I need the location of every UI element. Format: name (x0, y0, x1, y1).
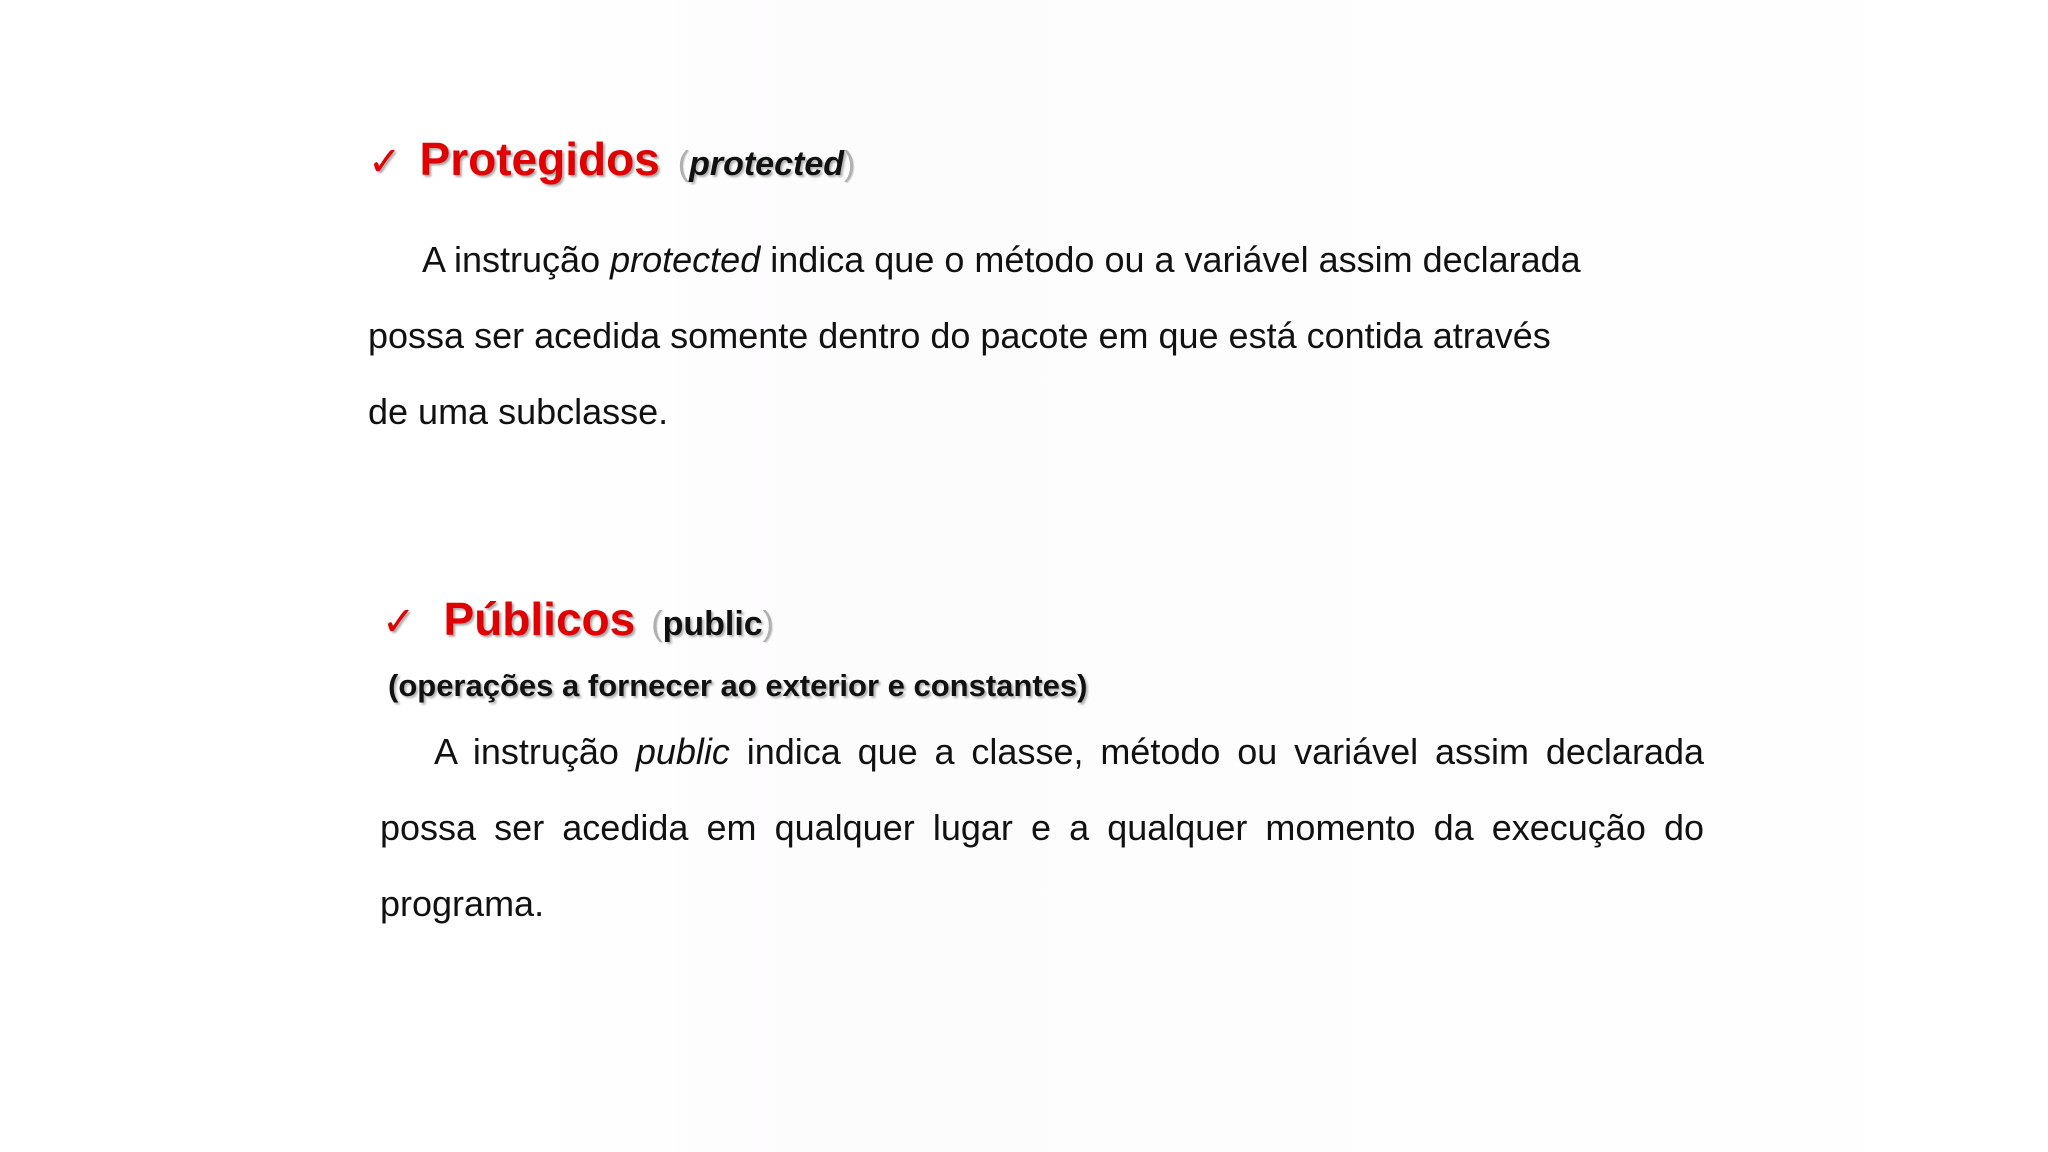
body-prefix: A instrução (434, 731, 636, 772)
heading-title: Protegidos (419, 133, 660, 185)
body-suffix: indica que a classe, método ou variável assim declarada possa ser acedida em qualquer lugar e a qualquer momento da execução do programa. (380, 731, 1705, 924)
section-heading (380, 592, 1704, 664)
section-heading (368, 132, 1688, 212)
body-suffix: indica que o método ou a variável assim declarada (760, 239, 1581, 280)
body-emphasis: public (635, 731, 730, 772)
body-emphasis: protected (610, 239, 761, 280)
body-line-3: de uma subclasse. (368, 391, 669, 432)
section-body (380, 714, 1704, 942)
keyword-label: protected (689, 145, 845, 183)
body-line-2: possa ser acedida somente dentro do pacote em que está contida através (368, 315, 1551, 356)
check-icon: ✓ (368, 139, 402, 185)
paren-close: ) (762, 605, 774, 643)
body-prefix: A instrução (422, 239, 611, 280)
body-line-1 (368, 222, 1688, 298)
paren-close: ) (844, 145, 856, 183)
paren-open: ( (677, 145, 690, 183)
check-icon: ✓ (382, 599, 416, 645)
section-subheading: (operações a fornecer ao exterior e constantes) (388, 668, 1088, 703)
section-publicos (380, 592, 1704, 942)
keyword-label: public (662, 605, 763, 643)
paren-open: ( (651, 605, 663, 643)
section-body (368, 222, 1688, 450)
heading-title: Públicos (443, 593, 636, 645)
section-protegidos (368, 132, 1688, 450)
